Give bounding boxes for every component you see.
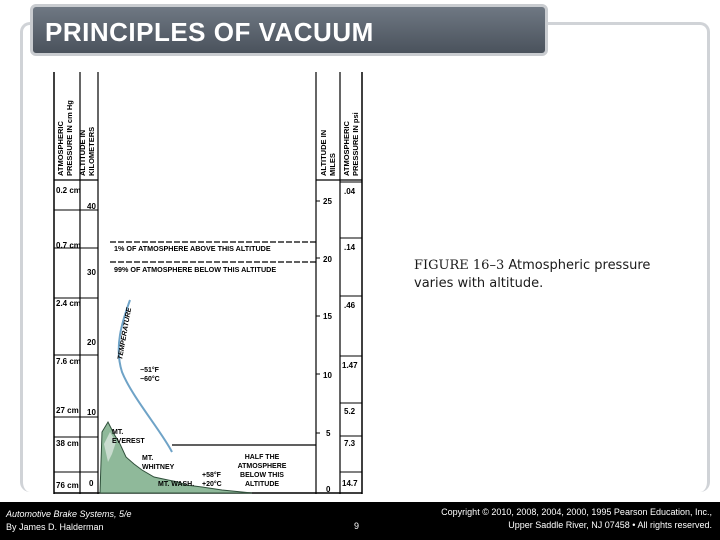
everest-label: MT. xyxy=(112,429,124,436)
svg-text:ALTITUDE IN: ALTITUDE IN xyxy=(78,129,87,176)
slide-frame xyxy=(0,0,720,62)
mile-label: 10 xyxy=(323,371,332,380)
cmhg-label: 2.4 cm xyxy=(56,299,81,308)
copyright-line: Copyright © 2010, 2008, 2004, 2000, 1995 Pearson Education, Inc., xyxy=(441,507,712,517)
below-altitude-label: 99% OF ATMOSPHERE BELOW THIS ALTITUDE xyxy=(114,265,277,274)
svg-text:ATMOSPHERIC: ATMOSPHERIC xyxy=(342,121,351,176)
copyright xyxy=(441,506,712,532)
left-col2-header xyxy=(78,127,96,176)
mile-label: 0 xyxy=(326,485,331,494)
cmhg-label: 38 cm xyxy=(56,439,79,448)
atmospheric-pressure-figure xyxy=(52,72,364,494)
copyright-line: Upper Saddle River, NJ 07458 • All rights reserved. xyxy=(508,520,712,530)
footer-bar xyxy=(0,502,720,540)
temperature-label: TEMPERATURE xyxy=(117,307,134,361)
page-number: 9 xyxy=(354,521,360,531)
footer-book-info xyxy=(6,508,132,534)
above-altitude-label: 1% OF ATMOSPHERE ABOVE THIS ALTITUDE xyxy=(114,244,271,253)
mile-label: 15 xyxy=(323,312,332,321)
whitney-label: MT. xyxy=(142,455,154,462)
everest-label: EVEREST xyxy=(112,438,145,445)
svg-text:ATMOSPHERIC: ATMOSPHERIC xyxy=(56,121,65,176)
svg-text:KILOMETERS: KILOMETERS xyxy=(87,126,96,176)
cmhg-label: 7.6 cm xyxy=(56,357,81,366)
mt-wash-label: MT. WASH. xyxy=(158,481,195,488)
half-atmosphere-label: ATMOSPHERE xyxy=(237,463,287,470)
half-atmosphere-label: HALF THE xyxy=(244,454,280,461)
psi-label: .04 xyxy=(344,187,356,196)
book-title: Automotive Brake Systems, 5/e xyxy=(6,509,132,519)
slide-title: PRINCIPLES OF VACUUM xyxy=(45,17,374,47)
mile-label: 25 xyxy=(323,197,332,206)
svg-text:ALTITUDE IN: ALTITUDE IN xyxy=(319,129,328,176)
title-tab xyxy=(30,4,548,56)
cmhg-label: 0.2 cm xyxy=(56,186,81,195)
km-label: 0 xyxy=(89,479,94,488)
psi-label: 1.47 xyxy=(342,361,358,370)
svg-text:PRESSURE IN cm Hg: PRESSURE IN cm Hg xyxy=(65,100,74,176)
psi-label: 5.2 xyxy=(344,407,356,416)
km-label: 10 xyxy=(87,408,96,417)
km-label: 40 xyxy=(87,202,96,211)
half-atmosphere-label: BELOW THIS xyxy=(240,472,284,479)
figure-background xyxy=(52,72,364,494)
psi-label: .14 xyxy=(344,243,356,252)
cmhg-label: 0.7 cm xyxy=(56,241,81,250)
temp-high-f: +58°F xyxy=(202,472,221,479)
km-label: 30 xyxy=(87,268,96,277)
figure-number: FIGURE 16–3 xyxy=(414,258,505,273)
figure-caption xyxy=(414,257,674,293)
author: By James D. Halderman xyxy=(6,522,104,532)
temp-low-c: −60°C xyxy=(140,376,160,383)
psi-label: .46 xyxy=(344,301,356,310)
svg-text:PRESSURE IN psi: PRESSURE IN psi xyxy=(351,112,360,176)
temp-high-c: +20°C xyxy=(202,481,222,488)
psi-label: 7.3 xyxy=(344,439,356,448)
mile-label: 20 xyxy=(323,255,332,264)
km-label: 20 xyxy=(87,338,96,347)
cmhg-label: 27 cm xyxy=(56,406,79,415)
mile-label: 5 xyxy=(326,429,331,438)
half-atmosphere-label: ALTITUDE xyxy=(244,481,280,488)
temp-low-f: −51°F xyxy=(140,367,159,374)
whitney-label: WHITNEY xyxy=(142,464,175,471)
svg-text:MILES: MILES xyxy=(328,153,337,176)
caption-text: Atmospheric pressure varies with altitude. xyxy=(414,258,651,291)
psi-label: 14.7 xyxy=(342,479,358,488)
right-col2-header xyxy=(342,112,360,176)
cmhg-label: 76 cm xyxy=(56,481,79,490)
